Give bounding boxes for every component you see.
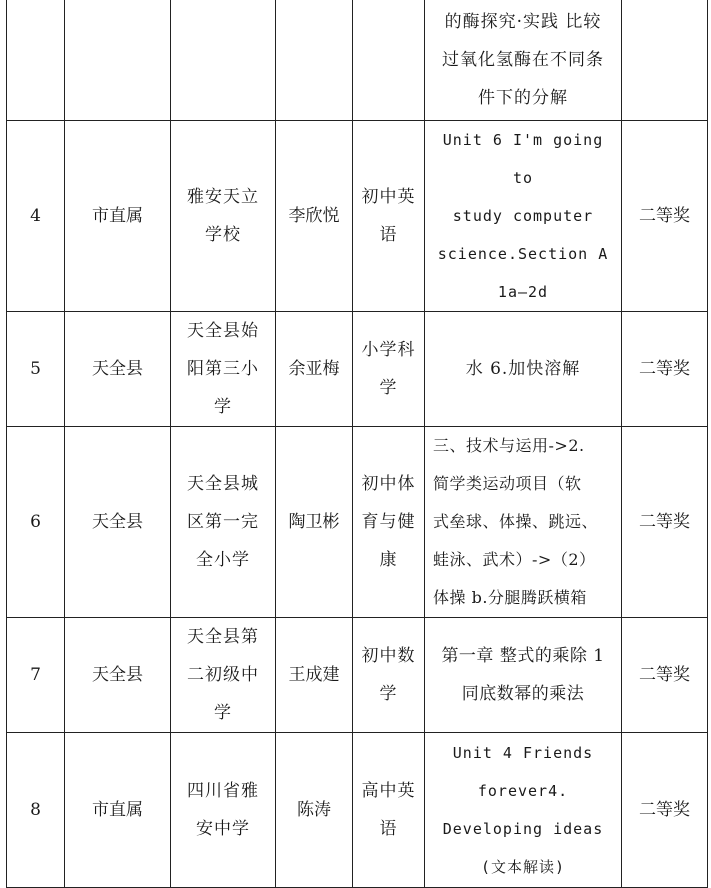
district-cell: 市直属	[65, 733, 171, 888]
subject-line: 初中数	[361, 646, 416, 666]
subject-line: 育与健	[361, 512, 416, 532]
subject-line: 学	[379, 378, 398, 398]
subject-cell	[353, 121, 425, 312]
teacher-cell: 陶卫彬	[276, 427, 353, 618]
subject-cell	[353, 733, 425, 888]
district-cell: 天全县	[65, 312, 171, 427]
teacher-cell: 李欣悦	[276, 121, 353, 312]
topic-line: study computer	[452, 207, 594, 225]
topic-cell	[425, 618, 622, 733]
topic-cell	[425, 121, 622, 312]
topic-line: (文本解读)	[480, 858, 566, 876]
award-cell	[622, 0, 708, 121]
school-line: 天全县始	[187, 321, 259, 341]
topic-line: 蛙泳、武术）->（2）	[433, 550, 596, 569]
district-cell	[65, 0, 171, 121]
subject-line: 初中英	[361, 187, 416, 207]
school-line: 学	[214, 397, 232, 417]
topic-cell	[425, 427, 622, 618]
subject-line: 语	[379, 819, 398, 839]
topic-line: 三、技术与运用->2.	[433, 436, 585, 455]
school-cell	[171, 121, 276, 312]
school-line: 安中学	[196, 819, 250, 839]
subject-cell	[353, 618, 425, 733]
topic-line: 件下的分解	[478, 88, 568, 108]
award-cell: 二等奖	[622, 121, 708, 312]
topic-line: 1a—2d	[497, 283, 549, 301]
topic-line: 的酶探究·实践 比较	[444, 12, 602, 32]
district-cell: 市直属	[65, 121, 171, 312]
subject-line: 小学科	[361, 340, 416, 360]
topic-line: 水 6.加快溶解	[465, 359, 581, 379]
row-number-cell: 8	[7, 733, 65, 888]
topic-line: forever4.	[477, 782, 569, 800]
awards-table	[6, 0, 708, 888]
teacher-cell	[276, 0, 353, 121]
award-cell: 二等奖	[622, 618, 708, 733]
teacher-cell: 陈涛	[276, 733, 353, 888]
topic-cell	[425, 312, 622, 427]
subject-line: 语	[379, 225, 398, 245]
subject-line: 学	[379, 684, 398, 704]
school-line: 二初级中	[187, 665, 259, 685]
school-line: 天全县城	[187, 474, 259, 494]
subject-line: 高中英	[361, 781, 416, 801]
table-row	[7, 0, 708, 121]
teacher-cell: 王成建	[276, 618, 353, 733]
row-number-cell: 6	[7, 427, 65, 618]
row-number-cell: 7	[7, 618, 65, 733]
school-line: 雅安天立	[187, 187, 259, 207]
table-row	[7, 733, 708, 888]
topic-line: 第一章 整式的乘除 1	[441, 646, 605, 666]
school-line: 区第一完	[187, 512, 259, 532]
school-cell	[171, 0, 276, 121]
school-line: 天全县第	[187, 627, 259, 647]
topic-line: Unit 6 I'm going to	[442, 131, 604, 187]
row-number-cell: 5	[7, 312, 65, 427]
subject-cell	[353, 427, 425, 618]
topic-cell	[425, 733, 622, 888]
award-cell: 二等奖	[622, 733, 708, 888]
table-row	[7, 312, 708, 427]
school-line: 四川省雅	[187, 781, 259, 801]
table-row	[7, 121, 708, 312]
award-cell: 二等奖	[622, 427, 708, 618]
table-row	[7, 427, 708, 618]
school-line: 学校	[205, 225, 241, 245]
topic-line: Unit 4 Friends	[452, 744, 594, 762]
table-row	[7, 618, 708, 733]
subject-cell	[353, 312, 425, 427]
subject-line: 初中体	[361, 474, 416, 494]
topic-cell	[425, 0, 622, 121]
topic-line: 体操 b.分腿腾跃横箱	[433, 588, 587, 607]
school-line: 学	[214, 703, 232, 723]
subject-cell	[353, 0, 425, 121]
district-cell: 天全县	[65, 618, 171, 733]
subject-line: 康	[379, 550, 398, 570]
award-cell: 二等奖	[622, 312, 708, 427]
topic-line: 过氧化氢酶在不同条	[442, 50, 604, 70]
school-cell	[171, 733, 276, 888]
row-number-cell	[7, 0, 65, 121]
school-line: 全小学	[196, 550, 250, 570]
school-line: 阳第三小	[187, 359, 259, 379]
school-cell	[171, 427, 276, 618]
topic-line: 同底数幂的乘法	[461, 684, 585, 704]
school-cell	[171, 312, 276, 427]
school-cell	[171, 618, 276, 733]
topic-line: Developing ideas	[442, 820, 604, 838]
topic-line: 式垒球、体操、跳远、	[433, 512, 599, 531]
row-number-cell: 4	[7, 121, 65, 312]
district-cell: 天全县	[65, 427, 171, 618]
topic-line: science.Section A	[437, 245, 609, 263]
topic-line: 简学类运动项目（软	[433, 474, 582, 493]
teacher-cell: 余亚梅	[276, 312, 353, 427]
